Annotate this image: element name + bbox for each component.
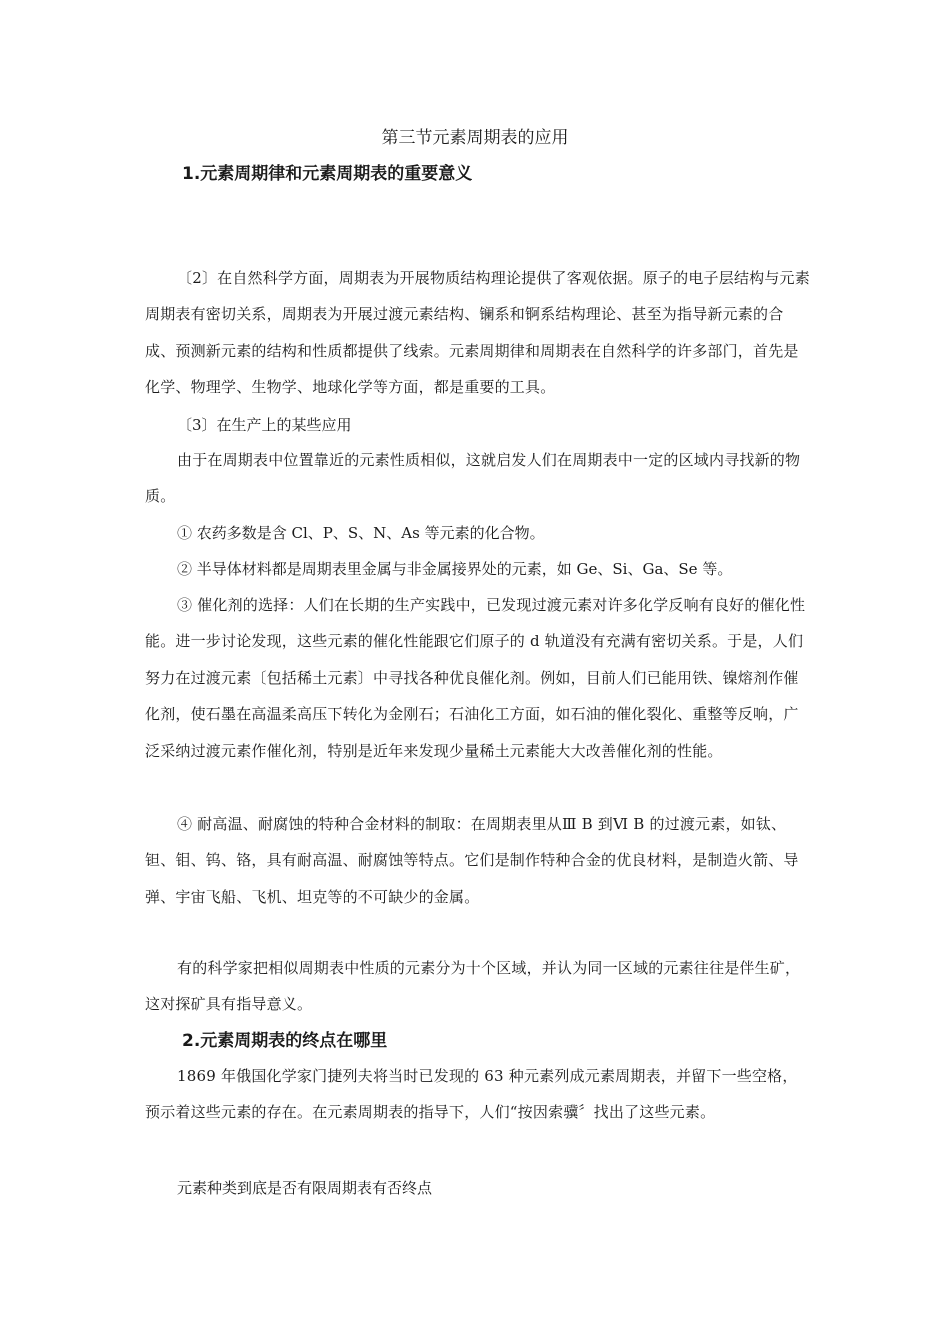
list-item-alloy: ④ 耐高温、耐腐蚀的特种合金材料的制取：在周期表里从Ⅲ B 到Ⅵ B 的过渡元素，如钛、钽、钼、钨、铬，具有耐高温、耐腐蚀等特点。它们是制作特种合金的优良材料，是制造火箭、导弹、宇宙飞船、飞机、坦克等的不可缺少的金属。 (145, 815, 799, 906)
paragraph-mineral-region: 有的科学家把相似周期表中性质的元素分为十个区域，并认为同一区域的元素往往是伴生矿，这对探矿具有指导意义。 (145, 959, 801, 1014)
paragraph-production: 由于在周期表中位置靠近的元素性质相似，这就启发人们在周期表中一定的区域内寻找新的物质。 (145, 451, 801, 506)
paragraph-question: 元素种类到底是否有限周期表有否终点 (177, 1179, 433, 1197)
paragraph-history: 1869 年俄国化学家门捷列夫将当时已发现的 63 种元素列成元素周期表，并留下一些空格，预示着这些元素的存在。在元素周期表的指导下，人们“按因索骥〞找出了这些元素。 (145, 1067, 798, 1122)
section-heading-2: 2.元素周期表的终点在哪里 (182, 1031, 388, 1051)
paragraph-production-title: 〔3〕在生产上的某些应用 (177, 416, 352, 434)
list-item-catalyst: ③ 催化剂的选择：人们在长期的生产实践中，已发现过渡元素对许多化学反响有良好的催化性能。进一步讨论发现，这些元素的催化性能跟它们原子的 d 轨道没有充满有密切关系。于是，人们努力在过渡元素〔包括稀土元素〕中寻找各种优良催化剂。例如，目前人们已能用铁、镍熔剂作催化剂，使石墨在高温柔高压下转化为金刚石；石油化工方面，如石油的催化裂化、重整等反响，广泛采纳过渡元素作催化剂，特别是近年来发现少量稀土元素能大大改善催化剂的性能。 (145, 596, 806, 760)
list-item-pesticide: ① 农药多数是含 Cl、P、S、N、As 等元素的化合物。 (177, 524, 545, 542)
list-item-semiconductor: ② 半导体材料都是周期表里金属与非金属接界处的元素，如 Ge、Si、Ga、Se 等。 (177, 560, 733, 578)
page-title: 第三节元素周期表的应用 (381, 128, 569, 148)
paragraph-natural-science: 〔2〕在自然科学方面，周期表为开展物质结构理论提供了客观依据。原子的电子层结构与元素周期表有密切关系，周期表为开展过渡元素结构、镧系和锕系结构理论、甚至为指导新元素的合成、预测新元素的结构和性质都提供了线索。元素周期律和周期表在自然科学的许多部门，首先是化学、物理学、生物学、地球化学等方面，都是重要的工具。 (145, 269, 810, 397)
section-heading-1: 1.元素周期律和元素周期表的重要意义 (182, 164, 473, 184)
